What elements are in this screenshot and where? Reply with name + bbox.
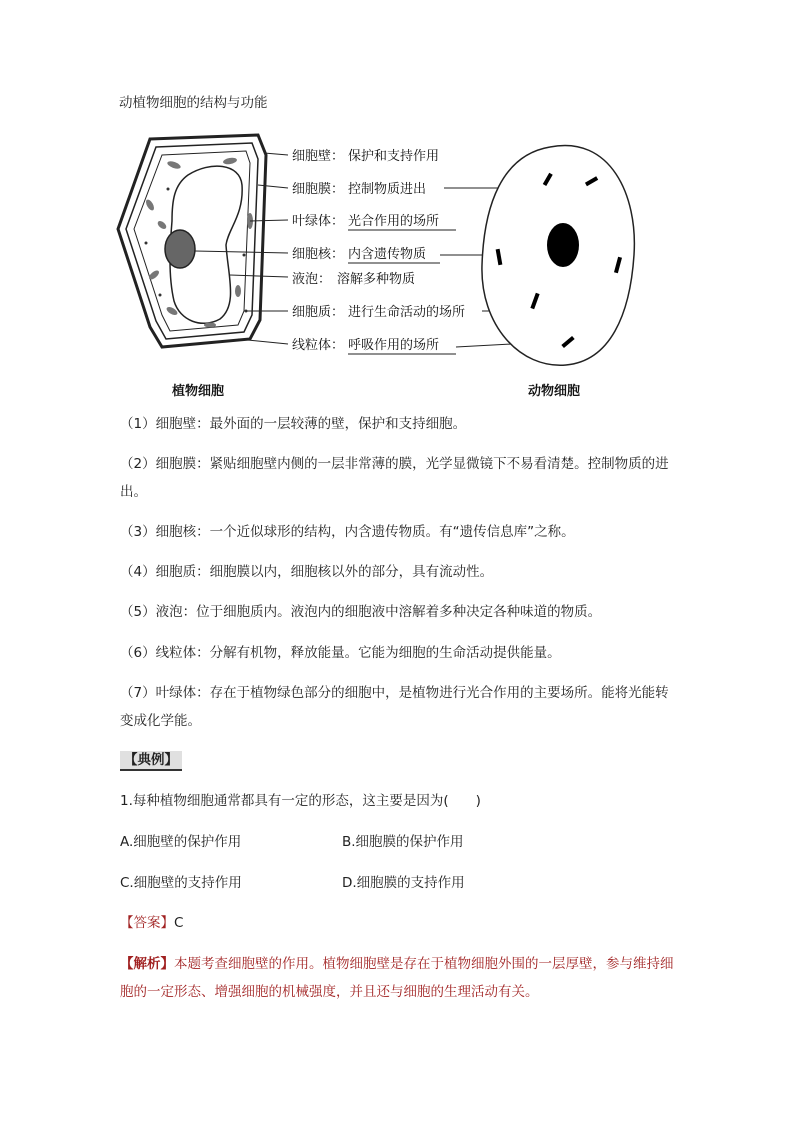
section-heading: 动植物细胞的结构与功能 [119,95,268,111]
analysis-text: 本题考查细胞壁的作用。植物细胞壁是存在于植物细胞外围的一层厚壁，参与维持细胞的一定形态、增强细胞的机械强度，并且还与细胞的生理活动有关。 [120,956,674,1000]
plant-nucleus [165,230,195,268]
label-chloroplast-func: 光合作用的场所 [348,214,440,229]
item-5: （5）液泡：位于细胞质内。液泡内的细胞液中溶解着多种决定各种味道的物质。 [120,604,602,620]
example-tag: 【典例】 [120,751,182,771]
answer-line [120,913,183,933]
label-cytoplasm: 细胞质： [292,305,345,320]
label-mitochondria: 线粒体： [292,338,345,353]
analysis-block [120,950,680,1006]
label-cell-membrane: 细胞膜： [292,182,345,197]
label-chloroplast: 叶绿体： [292,214,345,229]
option-c: C.细胞壁的支持作用 [120,875,242,891]
label-vacuole: 液泡： [292,272,332,287]
plant-cell-caption: 植物细胞 [172,384,225,399]
label-nucleus-func: 内含遗传物质 [348,247,427,262]
label-cell-wall-func: 保护和支持作用 [348,149,440,164]
diagram-labels [292,148,465,353]
label-vacuole-func: 溶解多种物质 [337,272,416,287]
label-cell-wall: 细胞壁： [292,149,345,164]
answer-value: C [174,915,184,931]
label-cytoplasm-func: 进行生命活动的场所 [348,305,466,320]
question-text: 1.每种植物细胞通常都具有一定的形态，这主要是因为( ) [120,793,481,809]
item-7: （7）叶绿体：存在于植物绿色部分的细胞中，是植物进行光合作用的主要场所。能将光能转变成化学能。 [120,685,669,729]
item-2: （2）细胞膜：紧贴细胞壁内侧的一层非常薄的膜，光学显微镜下不易看清楚。控制物质的进出。 [120,456,669,500]
label-mitochondria-func: 呼吸作用的场所 [348,338,440,353]
animal-nucleus [547,223,579,267]
option-b: B.细胞膜的保护作用 [342,834,464,850]
cell-structure-diagram [110,125,650,405]
item-3: （3）细胞核：一个近似球形的结构，内含遗传物质。有“遗传信息库”之称。 [120,524,575,540]
label-cell-membrane-func: 控制物质进出 [348,182,427,197]
answer-label: 【答案】 [120,915,174,931]
animal-cell-caption: 动物细胞 [528,384,581,399]
item-1: （1）细胞壁：最外面的一层较薄的壁，保护和支持细胞。 [120,416,467,432]
option-a: A.细胞壁的保护作用 [120,834,242,850]
option-d: D.细胞膜的支持作用 [342,875,465,891]
animal-cell [482,145,634,365]
label-nucleus: 细胞核： [292,247,345,262]
analysis-label: 【解析】 [120,956,174,972]
item-6: （6）线粒体：分解有机物，释放能量。它能为细胞的生命活动提供能量。 [120,645,561,661]
item-4: （4）细胞质：细胞膜以内，细胞核以外的部分，具有流动性。 [120,564,494,580]
plant-cell [118,135,266,347]
